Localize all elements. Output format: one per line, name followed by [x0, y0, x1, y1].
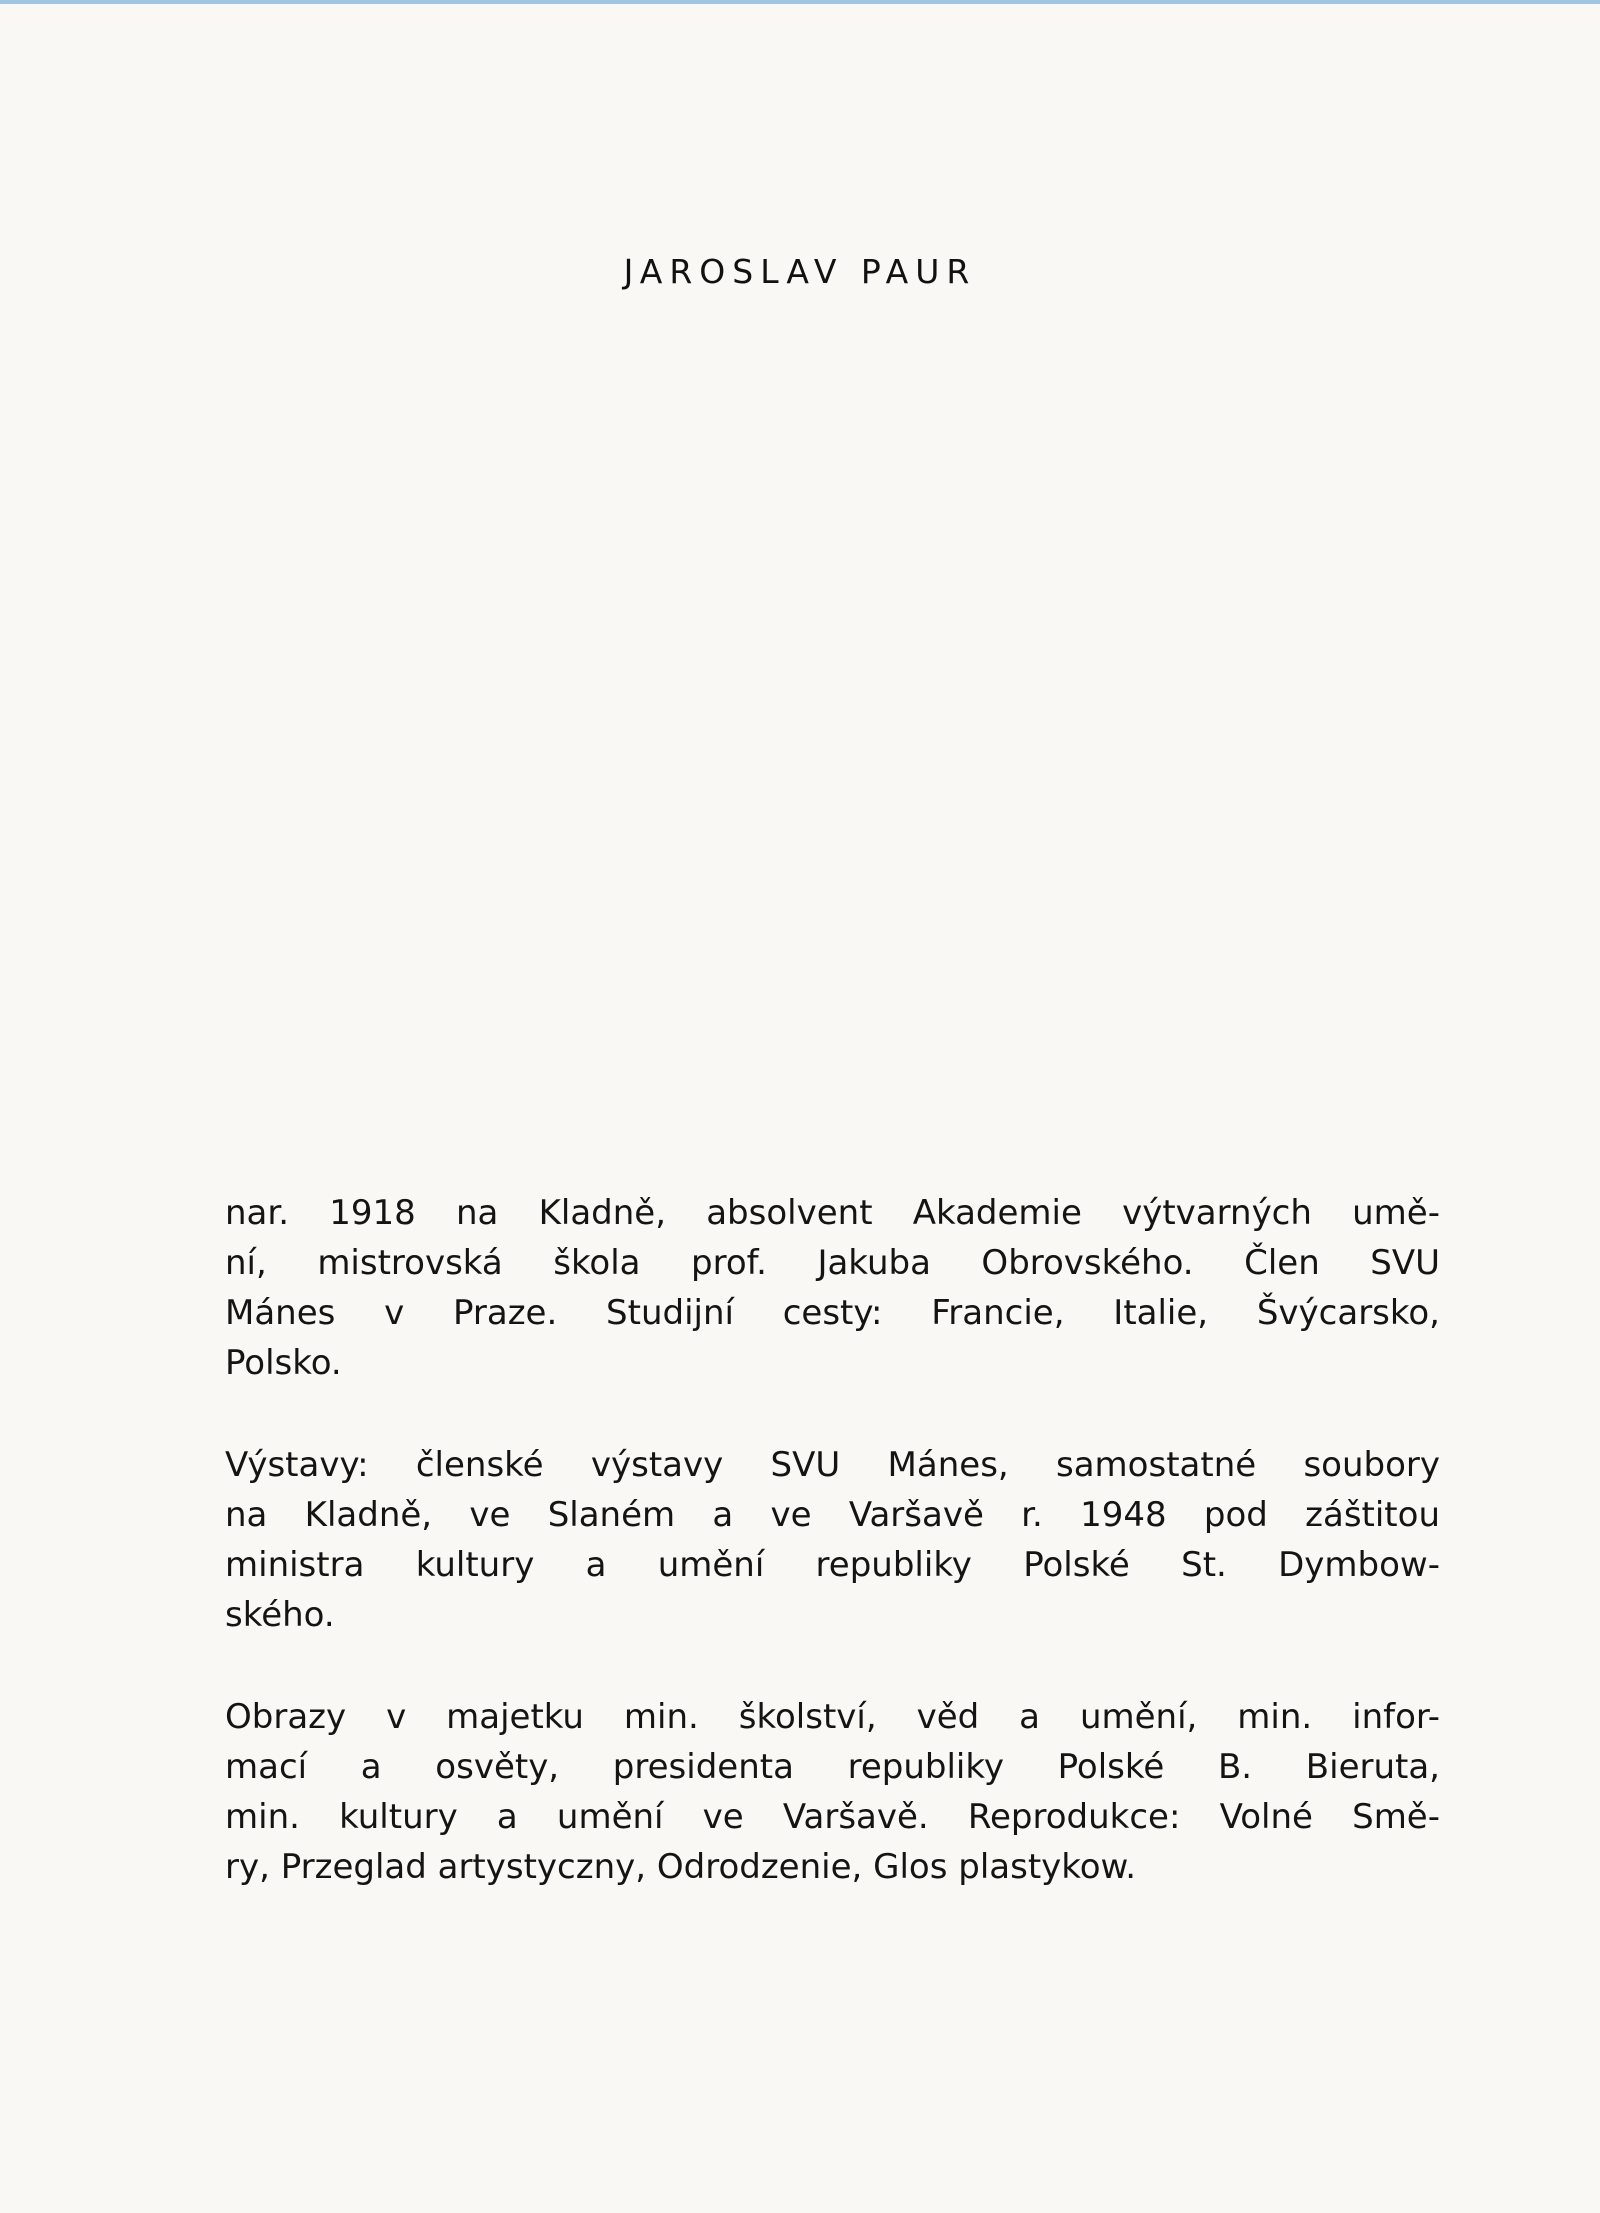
- paragraph-exhibitions: [225, 1440, 1440, 1640]
- paragraph-line: na Kladně, ve Slaném a ve Varšavě r. 1948 pod záštitou: [225, 1495, 1440, 1535]
- paragraph-biography: [225, 1188, 1440, 1388]
- paragraph-line: Mánes v Praze. Studijní cesty: Francie, Italie, Švýcarsko,: [225, 1293, 1440, 1333]
- page-title: JAROSLAV PAUR: [623, 252, 977, 291]
- paragraph-line: min. kultury a umění ve Varšavě. Reprodukce: Volné Smě-: [225, 1797, 1440, 1837]
- page-top-edge: [0, 0, 1600, 4]
- paragraph-line: ministra kultury a umění republiky Polské St. Dymbow-: [225, 1545, 1440, 1585]
- paragraph-line: nar. 1918 na Kladně, absolvent Akademie výtvarných umě-: [225, 1193, 1440, 1233]
- paragraph-line: ského.: [225, 1595, 335, 1635]
- paragraph-line: ní, mistrovská škola prof. Jakuba Obrovského. Člen SVU: [225, 1243, 1440, 1283]
- paragraph-line: ry, Przeglad artystyczny, Odrodzenie, Glos plastykow.: [225, 1847, 1137, 1887]
- paragraph-collections: [225, 1692, 1440, 1892]
- paragraph-line: Výstavy: členské výstavy SVU Mánes, samostatné soubory: [225, 1445, 1440, 1485]
- paragraph-line: Polsko.: [225, 1343, 342, 1383]
- paragraph-line: mací a osvěty, presidenta republiky Polské B. Bieruta,: [225, 1747, 1440, 1787]
- paragraph-line: Obrazy v majetku min. školství, věd a umění, min. infor-: [225, 1697, 1440, 1737]
